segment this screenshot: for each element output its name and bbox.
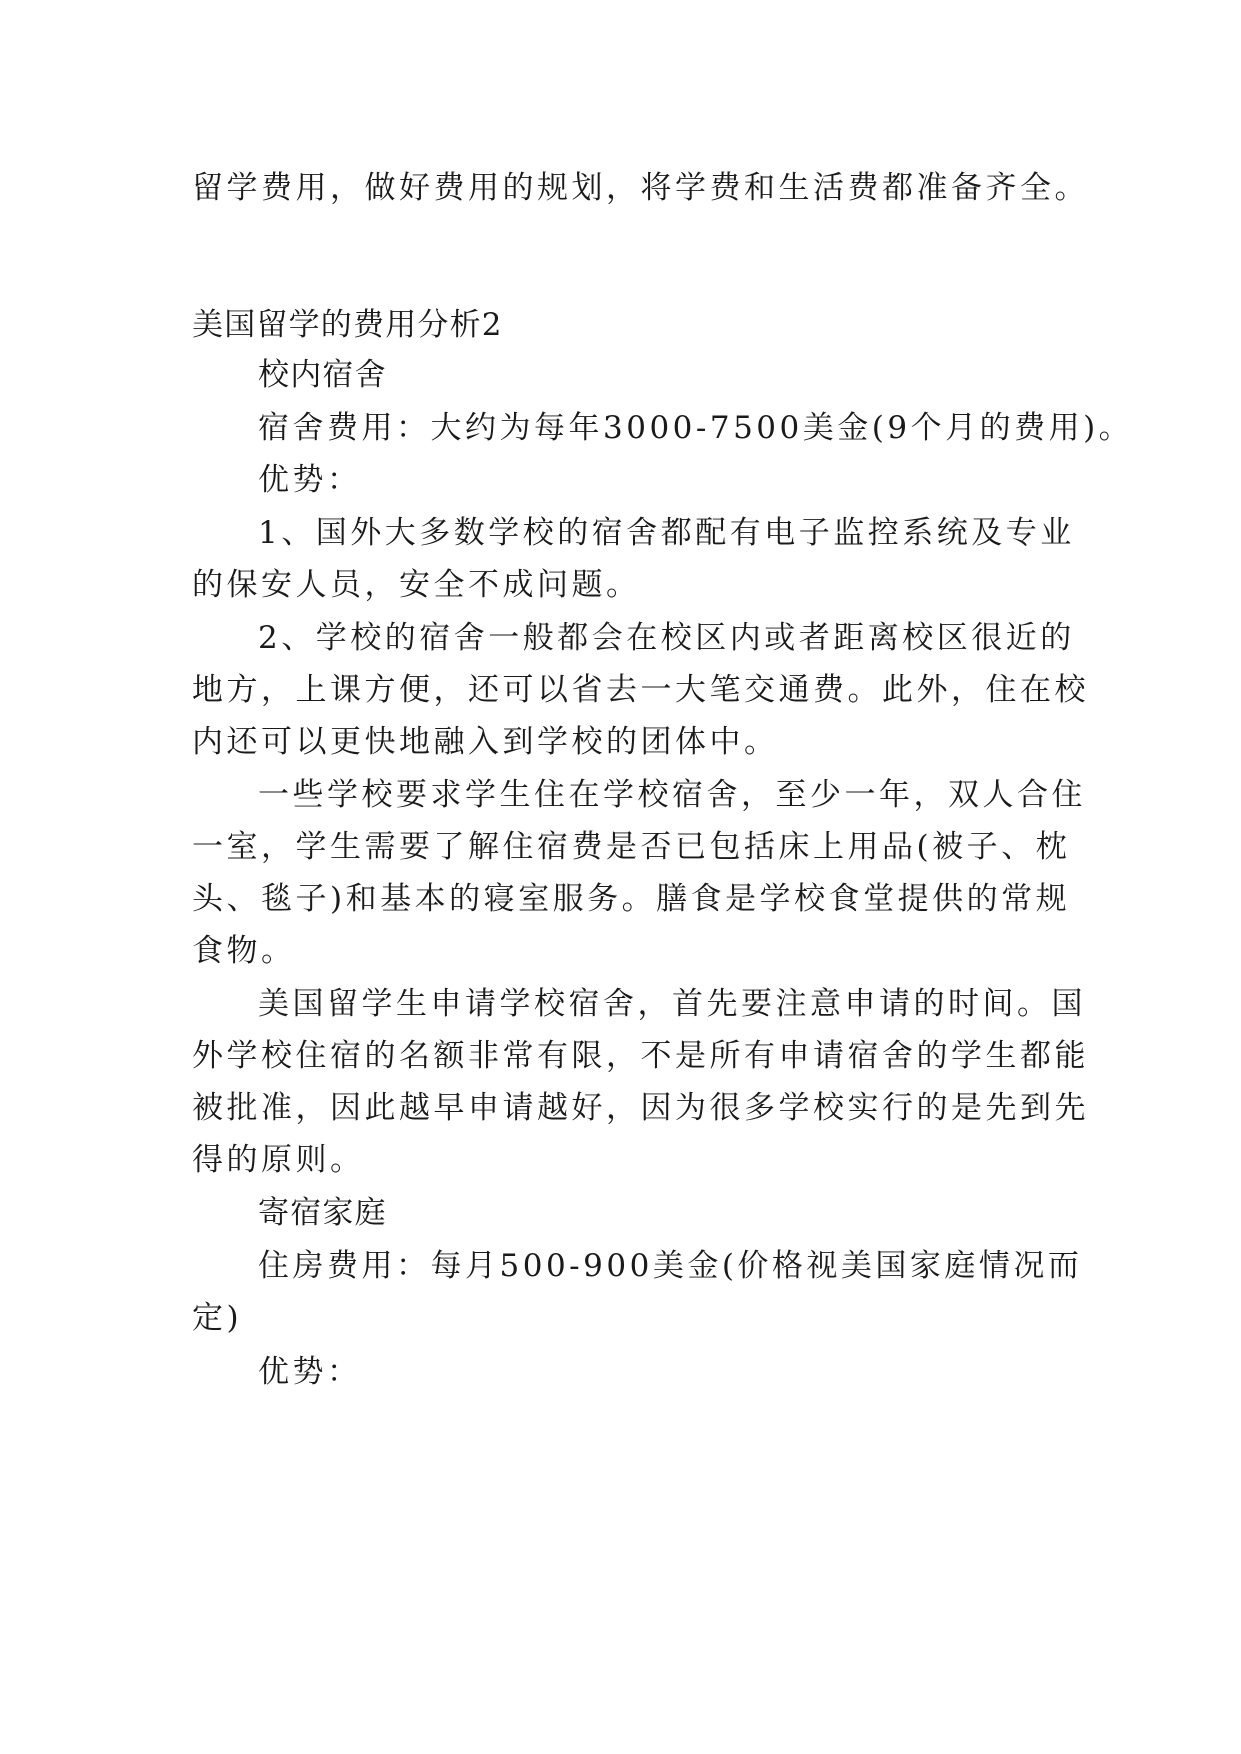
dorm-application-line: 被批准，因此越早申请越好，因为很多学校实行的是先到先 [192,1090,1089,1126]
dorm-application-line: 得的原则。 [192,1142,365,1178]
dorm-requirements-line: 头、毯子)和基本的寝室服务。膳食是学校食堂提供的常规 [192,881,1071,917]
dorm-heading: 校内宿舍 [258,357,387,393]
homestay-advantages-label: 优势： [258,1354,362,1390]
dorm-application-line: 外学校住宿的名额非常有限，不是所有申请宿舍的学生都能 [192,1038,1089,1074]
dorm-advantages-label: 优势： [258,462,362,498]
dorm-point2-line: 地方，上课方便，还可以省去一大笔交通费。此外，住在校 [192,672,1089,708]
dorm-requirements-line: 食物。 [192,933,296,969]
dorm-point2-line: 2、学校的宿舍一般都会在校区内或者距离校区很近的 [258,620,1075,656]
dorm-point1-line: 1、国外大多数学校的宿舍都配有电子监控系统及专业 [258,515,1075,551]
dorm-point2-line: 内还可以更快地融入到学校的团体中。 [192,724,779,760]
homestay-cost-line: 住房费用：每月500-900美金(价格视美国家庭情况而 [258,1248,1083,1284]
dorm-requirements-line: 一室，学生需要了解住宿费是否已包括床上用品(被子、枕 [192,829,1071,865]
dorm-requirements-line: 一些学校要求学生住在学校宿舍，至少一年，双人合住 [258,777,1086,813]
dorm-cost: 宿舍费用：大约为每年3000-7500美金(9个月的费用)。 [258,410,1134,446]
homestay-cost-line: 定) [192,1300,243,1336]
section-title: 美国留学的费用分析2 [192,307,503,343]
dorm-application-line: 美国留学生申请学校宿舍，首先要注意申请的时间。国 [258,986,1086,1022]
intro-paragraph-tail: 留学费用，做好费用的规划，将学费和生活费都准备齐全。 [192,170,1089,206]
homestay-heading: 寄宿家庭 [258,1195,387,1231]
dorm-point1-line: 的保安人员，安全不成问题。 [192,567,641,603]
